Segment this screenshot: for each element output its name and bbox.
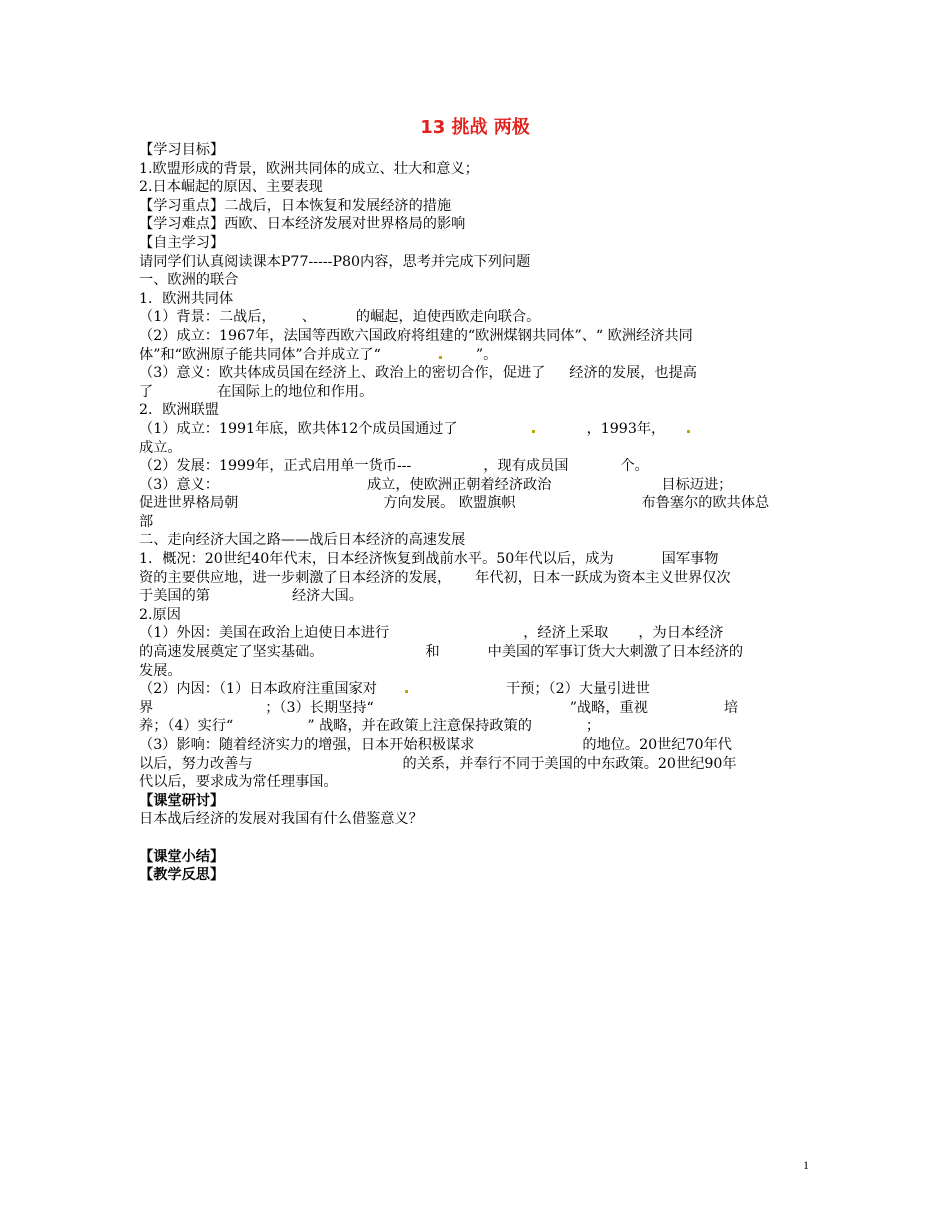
part-two-heading: 二、走向经济大国之路——战后日本经济的高速发展 xyxy=(139,532,466,549)
ec-heading: 1．欧洲共同体 xyxy=(139,290,234,307)
japan-overview-1: 1．概况：20世纪40年代末，日本经济恢复到战前水平。50年代以后，成为 国军事物 xyxy=(139,551,719,568)
page-number: 1 xyxy=(803,1158,809,1172)
eu-significance-2: 促进世界格局朝 方向发展。 欧盟旗帜 布鲁塞尔的欧共体总 xyxy=(139,495,770,512)
japan-internal-2: 界 ；（3）长期坚持“ ”战略，重视 培 xyxy=(139,699,739,716)
difficult-point: 【学习难点】西欧、日本经济发展对世界格局的影响 xyxy=(139,216,466,233)
japan-overview-3: 于美国的第 经济大国。 xyxy=(139,588,363,605)
mark-dot xyxy=(405,690,408,693)
japan-overview-2: 资的主要供应地，进一步刺激了日本经济的发展， 年代初，日本一跃成为资本主义世界仅次 xyxy=(139,569,731,586)
eu-establish-2: 成立。 xyxy=(139,439,182,456)
ec-establish-1: （2）成立：1967年，法国等西欧六国政府将组建的“欧洲煤钢共同体”、“ 欧洲经济共同 xyxy=(139,327,693,344)
eu-heading: 2．欧洲联盟 xyxy=(139,402,219,419)
section-class-summary: 【课堂小结】 xyxy=(139,848,225,865)
ec-significance-2: 了 在国际上的地位和作用。 xyxy=(139,383,374,400)
mark-dot xyxy=(532,430,535,433)
section-class-discussion: 【课堂研讨】 xyxy=(139,792,225,809)
eu-significance-1: （3）意义： 成立，使欧洲正朝着经济政治 目标迈进； xyxy=(139,476,733,493)
section-self-study: 【自主学习】 xyxy=(139,234,225,251)
eu-significance-3: 部 xyxy=(139,513,154,530)
japan-external-3: 发展。 xyxy=(139,662,182,679)
mark-dot xyxy=(439,356,442,359)
ec-establish-2: 体”和“欧洲原子能共同体”合并成立了“ ”。 xyxy=(139,346,498,363)
section-teaching-reflection: 【教学反思】 xyxy=(139,867,225,884)
japan-effect-1: （3）影响：随着经济实力的增强，日本开始积极谋求 的地位。20世纪70年代 xyxy=(139,737,732,753)
japan-external-1: （1）外因：美国在政治上迫使日本进行 ，经济上采取 ，为日本经济 xyxy=(139,625,724,642)
worksheet-page xyxy=(139,116,811,885)
discussion-question: 日本战后经济的发展对我国有什么借鉴意义？ xyxy=(139,811,423,828)
japan-internal-3: 养；（4）实行“ ” 战略，并在政策上注意保持政策的 ； xyxy=(139,718,601,735)
japan-effect-2: 以后，努力改善与 的关系，并奉行不同于美国的中东政策。20世纪90年 xyxy=(139,755,737,772)
japan-effect-3: 代以后，要求成为常任理事国。 xyxy=(139,774,338,791)
japan-internal-1: （2）内因：（1）日本政府注重国家对 干预；（2）大量引进世 xyxy=(139,681,650,698)
reading-instruction: 请同学们认真阅读课本P77-----P80内容，思考并完成下列问题 xyxy=(139,253,531,270)
ec-background: （1）背景：二战后， 、 的崛起，迫使西欧走向联合。 xyxy=(139,309,541,326)
japan-causes-heading: 2.原因 xyxy=(139,606,181,623)
eu-establish: （1）成立：1991年底，欧共体12个成员国通过了 ，1993年， xyxy=(139,420,811,439)
eu-development: （2）发展：1999年，正式启用单一货币--- ，现有成员国 个。 xyxy=(139,458,649,475)
ec-significance-1: （3）意义：欧共体成员国在经济上、政治上的密切合作，促进了 经济的发展，也提高 xyxy=(139,365,697,382)
japan-external-2: 的高速发展奠定了坚实基础。 和 中美国的军事订货大大刺激了日本经济的 xyxy=(139,644,744,661)
section-learning-goals: 【学习目标】 xyxy=(139,142,225,158)
key-point: 【学习重点】二战后，日本恢复和发展经济的措施 xyxy=(139,197,452,214)
goal-2: 2.日本崛起的原因、主要表现 xyxy=(139,179,323,196)
goal-1: 1.欧盟形成的背景，欧洲共同体的成立、壮大和意义； xyxy=(139,160,479,177)
mark-dot xyxy=(687,430,690,433)
part-one-heading: 一、欧洲的联合 xyxy=(139,272,239,289)
page-title: 13 挑战 两极 xyxy=(420,117,530,138)
